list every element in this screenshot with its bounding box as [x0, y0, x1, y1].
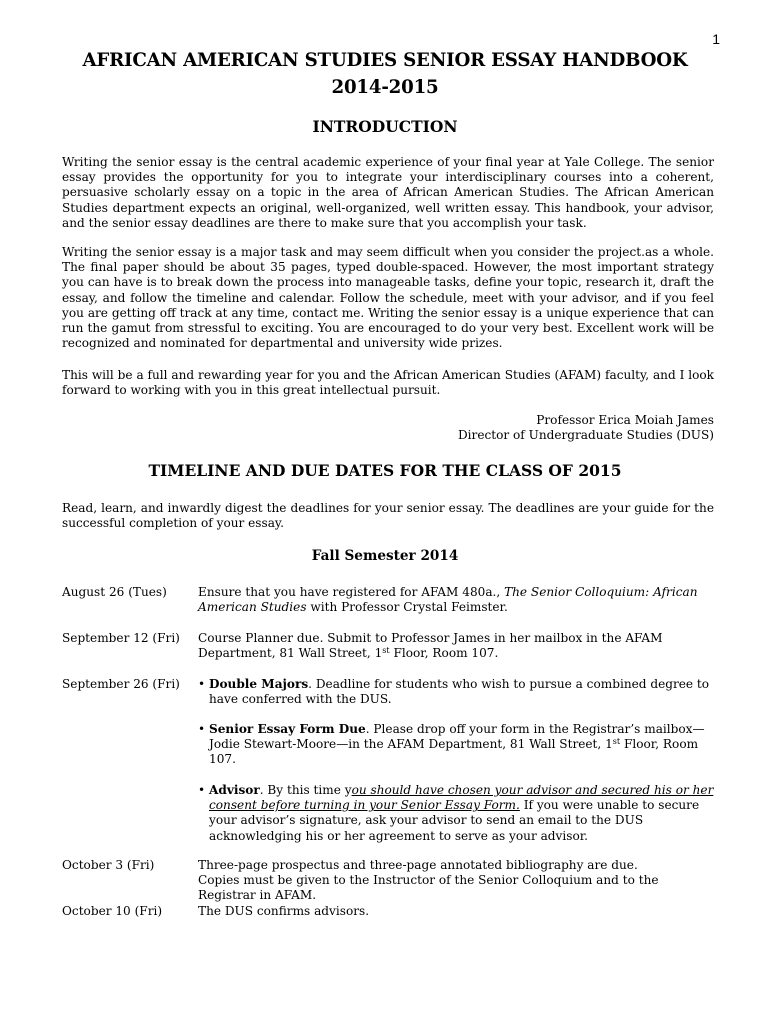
entry-date: September 12 (Fri) — [62, 631, 180, 645]
entry-text: Three-page prospectus and three-page annotated bibliography are due. Copies must be given to the Instructor of the Senior Colloquium and to the Registrar in AFAM. — [198, 858, 659, 903]
entry-text: The DUS confirms advisors. — [198, 904, 370, 918]
entry-date: August 26 (Tues) — [62, 585, 167, 599]
bullet-item: • Double Majors. Deadline for students who wish to pursue a combined degree to have conferred with the DUS. — [198, 677, 710, 707]
entry-text: Course Planner due. Submit to Professor James in her mailbox in the AFAM Department, 81 Wall Street, 1st Floor, Room 107. — [198, 631, 663, 661]
semester-heading: Fall Semester 2014 — [311, 548, 459, 564]
document-title-line1: AFRICAN AMERICAN STUDIES SENIOR ESSAY HANDBOOK — [82, 50, 688, 71]
intro-paragraph-2: Writing the senior essay is a major task and may seem difficult when you consider the project.as a whole. The final paper should be about 35 pages, typed double-spaced. However, the most important strategy you can have is to break down the process into manageable tasks, define your topic, research it, draft the essay, and follow the timeline and calendar. Follow the schedule, meet with your advisor, and if you feel you are getting off track at any time, contact me. Writing the senior essay is a unique experience that can run the gamut from stressful to exciting. You are encouraged to do your very best. Excellent work will be recognized and nominated for departmental and university wide prizes. — [62, 245, 714, 351]
entry-date: September 26 (Fri) — [62, 677, 180, 691]
timeline-intro: Read, learn, and inwardly digest the deadlines for your senior essay. The deadlines are your guide for the successful completion of your essay. — [62, 501, 714, 531]
bullet-icon: • — [198, 722, 206, 736]
timeline-heading: TIMELINE AND DUE DATES FOR THE CLASS OF 2015 — [148, 461, 622, 480]
bullet-item: • Advisor. By this time you should have chosen your advisor and secured his or her consent before turning in your Senior Essay Form. If you were unable to secure your advisor’s signature, ask your advisor to send an email to the DUS acknowledging his or her agreement to serve as your advisor. — [198, 783, 714, 843]
intro-paragraph-1: Writing the senior essay is the central academic experience of your final year at Yale College. The senior essay provides the opportunity for you to integrate your interdisciplinary courses into a coherent, persuasive scholarly essay on a topic in the area of African American Studies. The African American Studies department expects an original, well-organized, well written essay. This handbook, your advisor, and the senior essay deadlines are there to make sure that you accomplish your task. — [62, 155, 714, 230]
entry-text: Ensure that you have registered for AFAM 480a., The Senior Colloquium: African American Studies with Professor Crystal Feimster. — [198, 585, 698, 615]
page-number: 1 — [712, 31, 720, 47]
entry-date: October 3 (Fri) — [62, 858, 155, 872]
entry-date: October 10 (Fri) — [62, 904, 163, 918]
bullet-item: • Senior Essay Form Due. Please drop off your form in the Registrar’s mailbox—Jodie Stewart-Moore—in the AFAM Department, 81 Wall Street, 1st Floor, Room 107. — [198, 722, 705, 767]
introduction-heading: INTRODUCTION — [312, 117, 458, 136]
intro-paragraph-3: This will be a full and rewarding year for you and the African American Studies (AFAM) faculty, and I look forward to working with you in this great intellectual pursuit. — [62, 368, 714, 398]
signature-name: Professor Erica Moiah James — [536, 413, 714, 427]
bullet-icon: • — [198, 783, 206, 797]
signature-title: Director of Undergraduate Studies (DUS) — [457, 428, 714, 442]
document-title-line2: 2014-2015 — [331, 77, 439, 98]
bullet-icon: • — [198, 677, 206, 691]
